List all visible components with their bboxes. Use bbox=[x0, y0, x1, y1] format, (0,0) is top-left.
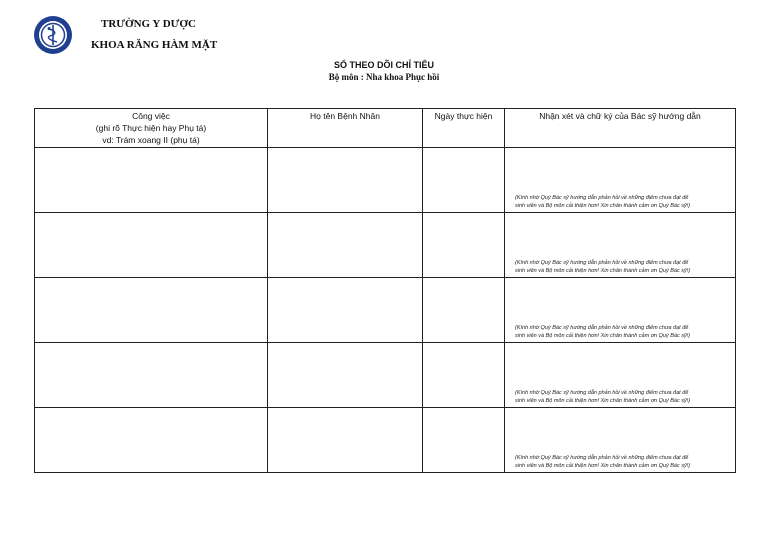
patient-name-cell[interactable] bbox=[268, 213, 423, 278]
table-row bbox=[35, 408, 736, 473]
date-cell[interactable] bbox=[423, 408, 505, 473]
table-header-row bbox=[35, 109, 736, 148]
table-row bbox=[35, 148, 736, 213]
table-row bbox=[35, 278, 736, 343]
feedback-note-line1: (Kính nhờ Quý Bác sỹ hướng dẫn phản hồi về những điểm chưa đạt để bbox=[515, 325, 689, 331]
feedback-note bbox=[505, 389, 735, 407]
department-subtitle: Bộ môn : Nha khoa Phục hồi bbox=[328, 72, 440, 82]
feedback-note bbox=[505, 454, 735, 472]
patient-name-cell[interactable] bbox=[268, 408, 423, 473]
column-header-task-hint: (ghi rõ Thực hiện hay Phụ tá) bbox=[95, 123, 207, 133]
date-cell[interactable] bbox=[423, 148, 505, 213]
task-cell[interactable] bbox=[35, 213, 268, 278]
date-cell[interactable] bbox=[423, 213, 505, 278]
column-header-task bbox=[35, 109, 268, 148]
comment-cell[interactable] bbox=[505, 213, 736, 278]
feedback-note-line1: (Kính nhờ Quý Bác sỹ hướng dẫn phản hồi về những điểm chưa đạt để bbox=[515, 455, 689, 461]
feedback-note-line2: sinh viên và Bộ môn cải thiện hơn! Xin chân thành cảm ơn Quý Bác sỹ!) bbox=[515, 463, 691, 469]
column-header-date: Ngày thực hiện bbox=[423, 109, 505, 148]
feedback-note-line2: sinh viên và Bộ môn cải thiện hơn! Xin chân thành cảm ơn Quý Bác sỹ!) bbox=[515, 398, 691, 404]
table-row bbox=[35, 343, 736, 408]
patient-name-cell[interactable] bbox=[268, 148, 423, 213]
patient-name-cell[interactable] bbox=[268, 278, 423, 343]
faculty-name: KHOA RĂNG HÀM MẶT bbox=[91, 39, 218, 51]
target-log-table bbox=[34, 108, 736, 473]
feedback-note bbox=[505, 324, 735, 342]
university-seal-icon bbox=[33, 15, 73, 55]
task-cell[interactable] bbox=[35, 343, 268, 408]
date-cell[interactable] bbox=[423, 278, 505, 343]
feedback-note-line2: sinh viên và Bộ môn cải thiện hơn! Xin chân thành cảm ơn Quý Bác sỹ!) bbox=[515, 268, 691, 274]
feedback-note-line1: (Kính nhờ Quý Bác sỹ hướng dẫn phản hồi về những điểm chưa đạt để bbox=[515, 195, 689, 201]
task-cell[interactable] bbox=[35, 278, 268, 343]
feedback-note-line1: (Kính nhờ Quý Bác sỹ hướng dẫn phản hồi về những điểm chưa đạt để bbox=[515, 390, 689, 396]
date-cell[interactable] bbox=[423, 343, 505, 408]
feedback-note-line2: sinh viên và Bộ môn cải thiện hơn! Xin chân thành cảm ơn Quý Bác sỹ!) bbox=[515, 203, 691, 209]
institution-name: TRƯỜNG Y DƯỢC bbox=[101, 18, 196, 30]
feedback-note-line1: (Kính nhờ Quý Bác sỹ hướng dẫn phản hồi về những điểm chưa đạt để bbox=[515, 260, 689, 266]
task-cell[interactable] bbox=[35, 148, 268, 213]
feedback-note-line2: sinh viên và Bộ môn cải thiện hơn! Xin chân thành cảm ơn Quý Bác sỹ!) bbox=[515, 333, 691, 339]
column-header-task-label: Công việc bbox=[132, 111, 170, 121]
patient-name-cell[interactable] bbox=[268, 343, 423, 408]
document-title: SỔ THEO DÕI CHỈ TIÊU bbox=[333, 60, 434, 70]
comment-cell[interactable] bbox=[505, 343, 736, 408]
column-header-task-example: vd: Trám xoang II (phụ tá) bbox=[102, 135, 200, 145]
table-row bbox=[35, 213, 736, 278]
comment-cell[interactable] bbox=[505, 408, 736, 473]
column-header-supervisor-comment: Nhận xét và chữ ký của Bác sỹ hướng dẫn bbox=[505, 109, 736, 148]
column-header-patient-name: Họ tên Bệnh Nhân bbox=[268, 109, 423, 148]
feedback-note bbox=[505, 259, 735, 277]
feedback-note bbox=[505, 194, 735, 212]
comment-cell[interactable] bbox=[505, 278, 736, 343]
task-cell[interactable] bbox=[35, 408, 268, 473]
comment-cell[interactable] bbox=[505, 148, 736, 213]
